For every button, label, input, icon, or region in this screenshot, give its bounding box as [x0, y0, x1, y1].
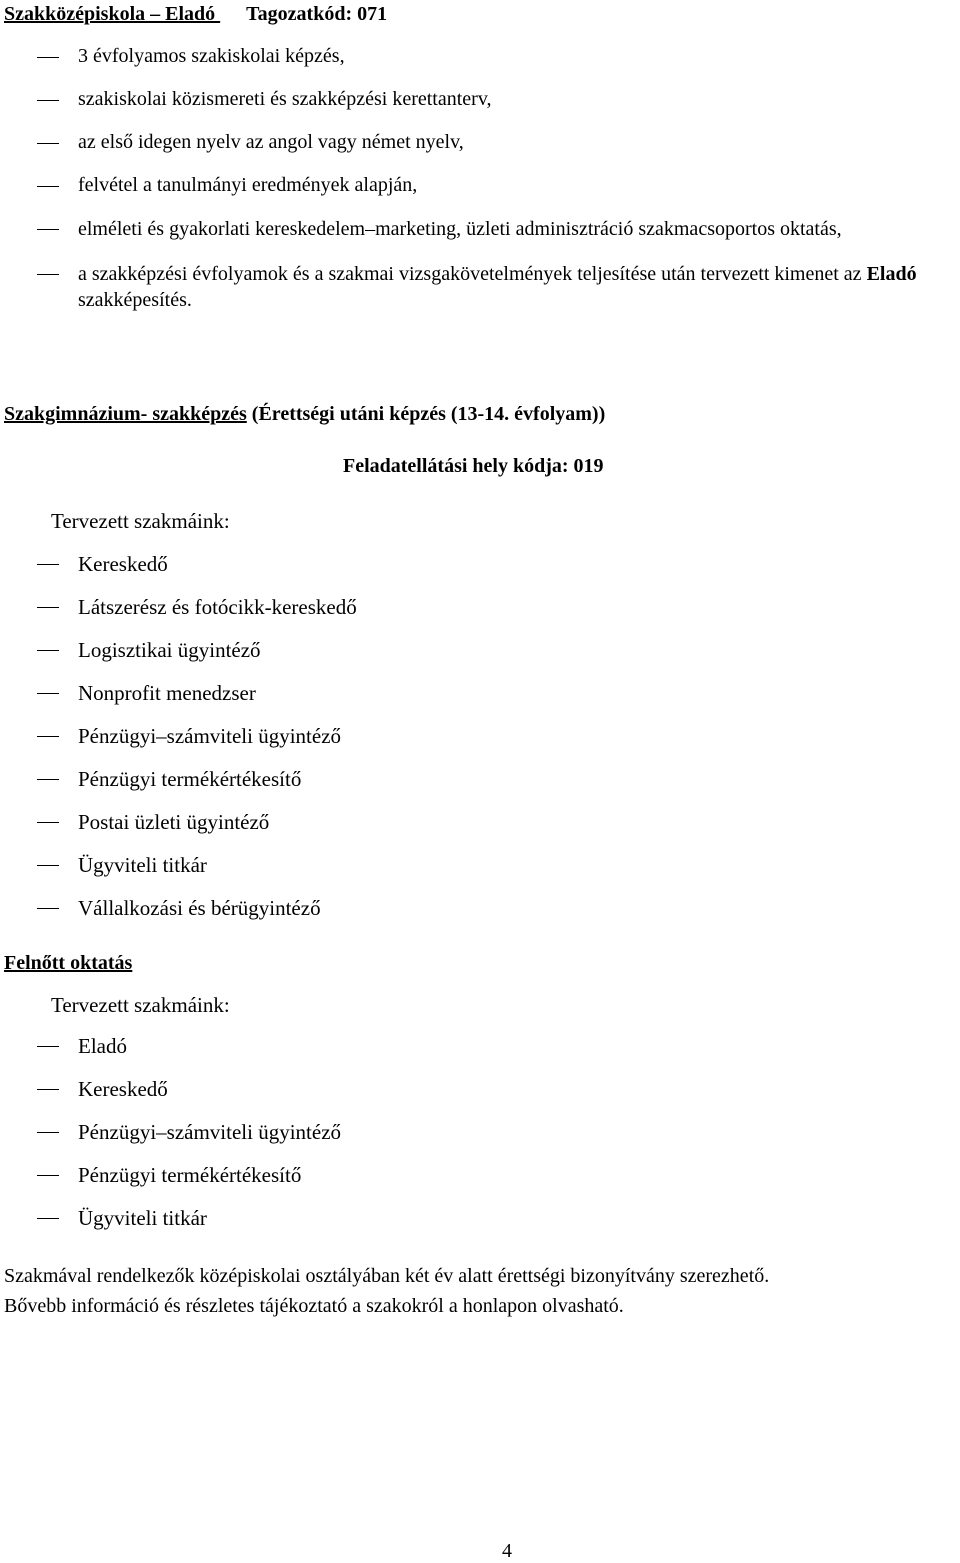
list-item: [0, 1033, 341, 1076]
page-number: 4: [502, 1540, 512, 1562]
list-item-text: Logisztikai ügyintéző: [78, 638, 261, 662]
dash-bullet: [37, 693, 59, 694]
list-item: [0, 680, 357, 723]
dash-bullet: [37, 1175, 59, 1176]
emphasis-eladó: Eladó: [866, 263, 917, 285]
list-item-text: Kereskedő: [78, 1077, 168, 1101]
section2-list: [0, 551, 357, 938]
list-item-text: elméleti és gyakorlati kereskedelem–marketing, üzleti adminisztráció szakmacsoportos oktatás,: [78, 218, 842, 240]
list-item-text: az első idegen nyelv az angol vagy német nyelv,: [78, 131, 464, 153]
dash-bullet: [37, 1218, 59, 1219]
list-item-text: Pénzügyi–számviteli ügyintéző: [78, 724, 342, 748]
list-item: [0, 1162, 341, 1205]
dash-bullet: [37, 1046, 59, 1047]
list-item: [0, 173, 960, 197]
list-item-text: Postai üzleti ügyintéző: [78, 810, 270, 834]
dash-bullet: [37, 779, 59, 780]
list-item-text: Eladó: [78, 1034, 127, 1058]
planned-professions-label: Tervezett szakmáink:: [51, 509, 230, 533]
site-code: Feladatellátási hely kódja: 019: [343, 455, 604, 477]
dash-bullet: [37, 100, 59, 101]
planned-professions-label: Tervezett szakmáink:: [51, 993, 230, 1017]
section2-subtitle: (Érettségi utáni képzés (13-14. évfolyam)): [246, 403, 606, 425]
list-item: [0, 1119, 341, 1162]
dash-bullet: [37, 736, 59, 737]
dash-bullet: [37, 607, 59, 608]
list-item: [0, 723, 357, 766]
list-item-text: szakiskolai közismereti és szakképzési kerettanterv,: [78, 88, 492, 110]
list-item-text: Vállalkozási és bérügyintéző: [78, 896, 321, 920]
section1-heading: [4, 2, 387, 26]
list-item-text: Pénzügyi termékértékesítő: [78, 1163, 302, 1187]
section3-heading: Felnőtt oktatás: [4, 952, 133, 974]
footer-note: [4, 1261, 769, 1321]
list-item-text: Kereskedő: [78, 552, 168, 576]
list-item: [0, 852, 357, 895]
list-item-text: Pénzügyi termékértékesítő: [78, 767, 302, 791]
dash-bullet: [37, 1089, 59, 1090]
section3-list: [0, 1033, 341, 1248]
footer-line: Szakmával rendelkezők középiskolai osztályában két év alatt érettségi bizonyítvány szerezhető.: [4, 1265, 770, 1287]
list-item-text: Ügyviteli titkár: [78, 1206, 207, 1230]
list-item: [0, 637, 357, 680]
list-item: [0, 1205, 341, 1248]
list-item: [0, 809, 357, 852]
dash-bullet: [37, 143, 59, 144]
footer-line: Bővebb információ és részletes tájékoztató a szakokról a honlapon olvasható.: [4, 1295, 624, 1317]
list-item: [0, 216, 960, 242]
list-item-text: Pénzügyi–számviteli ügyintéző: [78, 1120, 342, 1144]
dash-bullet: [37, 564, 59, 565]
dash-bullet: [37, 1132, 59, 1133]
list-item-text: Nonprofit menedzser: [78, 681, 256, 705]
list-item: [0, 130, 960, 154]
list-item: [0, 87, 960, 111]
dash-bullet: [37, 908, 59, 909]
list-item-text: a szakképzési évfolyamok és a szakmai vizsgakövetelmények teljesítése után tervezett kimenet az Eladó szakképesítés.: [78, 263, 917, 311]
dash-bullet: [37, 57, 59, 58]
list-item-text: felvétel a tanulmányi eredmények alapján,: [78, 174, 418, 196]
dash-bullet: [37, 865, 59, 866]
list-item: [0, 1076, 341, 1119]
program-code: Tagozatkód: 071: [246, 3, 388, 25]
dash-bullet: [37, 822, 59, 823]
list-item: [0, 551, 357, 594]
school-title: Szakközépiskola – Eladó: [4, 3, 221, 25]
section2-title: Szakgimnázium- szakképzés: [4, 403, 247, 425]
list-item-text: Ügyviteli titkár: [78, 853, 207, 877]
dash-bullet: [37, 274, 59, 275]
list-item: [0, 895, 357, 938]
section2-heading: [4, 402, 605, 426]
section1-list: [0, 44, 960, 332]
list-item: [0, 261, 960, 313]
list-item-text: Látszerész és fotócikk-kereskedő: [78, 595, 357, 619]
dash-bullet: [37, 650, 59, 651]
list-item: [0, 766, 357, 809]
list-item-text: 3 évfolyamos szakiskolai képzés,: [78, 45, 345, 67]
list-item: [0, 594, 357, 637]
list-item: [0, 44, 960, 68]
dash-bullet: [37, 229, 59, 230]
dash-bullet: [37, 186, 59, 187]
